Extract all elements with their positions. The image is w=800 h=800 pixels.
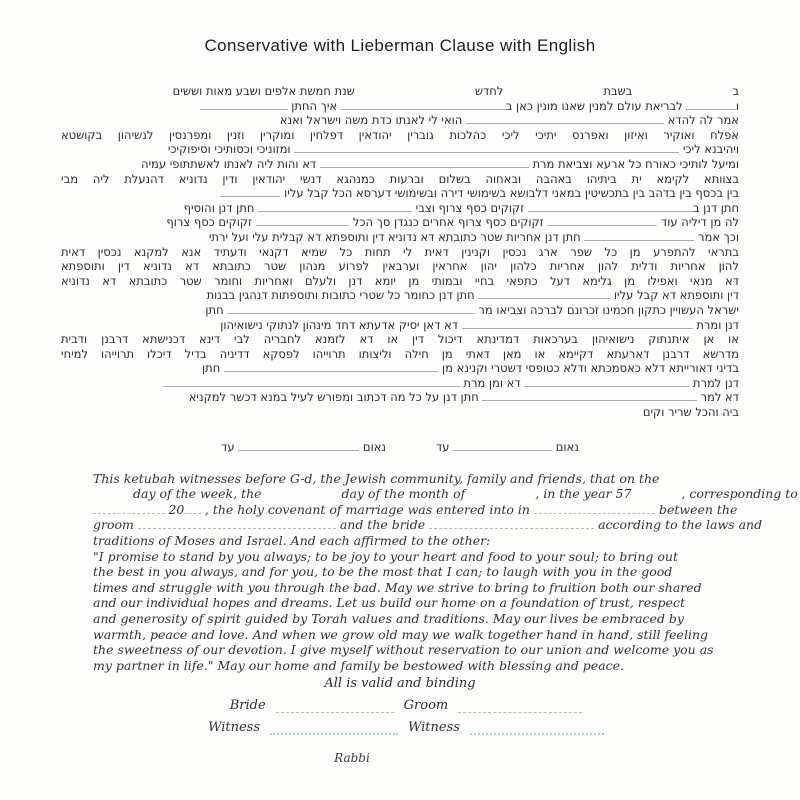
hebrew-line: דנן ומרת דא דאן יסיק אדעתא דחד מינהון לנתוקי נישואיהון xyxy=(220,317,739,332)
english-line: times and struggle with you through the bad. May we strive to bring to fruition both our shared xyxy=(93,579,702,595)
fill-in-blank xyxy=(320,157,529,168)
witness-right-label: Witness xyxy=(408,720,460,736)
english-line: the sweetness of our devotion. I give myself without reservation to our union and welcome you as xyxy=(93,642,714,658)
blank-gap xyxy=(632,94,732,95)
hebrew-line: דנן למרת דא ומן מרת xyxy=(61,376,739,391)
hebrew-line: בתראי להתפרע מן כל שפר ארג נכסין וקנינין דאית לי תחות כל שמיא דקנאי ודעתיד אנא למקנא נכסין דאית xyxy=(61,244,739,259)
bride-label: Bride xyxy=(229,698,266,714)
hebrew-line: ביה והכל שריר וקים xyxy=(642,405,739,420)
blank-gap xyxy=(386,450,436,451)
fill-in-blank xyxy=(184,503,201,514)
all-valid-binding-text: All is valid and binding xyxy=(324,676,476,692)
hebrew-line: או אן איתנתוק נישואיהון בערכאות דמדינתא דיכול דין או דא לזמנא לחבריה לבי דינא דכנישתא דרבנן ודבית xyxy=(61,332,739,347)
fill-in-blank xyxy=(524,376,689,387)
hebrew-line: ויהיבנא ליכי ומזוניכי וכסותיכי וסיפוקיכי xyxy=(167,142,739,157)
fill-in-blank xyxy=(462,318,693,329)
english-line: This ketubah witnesses before G-d, the Jewish community, family and friends, that on the xyxy=(93,470,660,486)
fill-in-blank xyxy=(528,201,693,212)
hebrew-line: ישראל העשויין כתקון חכמינו זכרונם לברכה וצביאו מר חתן xyxy=(205,302,739,317)
rabbi-label: Rabbi xyxy=(334,751,370,766)
english-line: the best in you always, and for you, to be the most that I can; to laugh with you in the good xyxy=(93,564,673,580)
hebrew-line: ומיעל לותיכי כאורח כל ארעא וצביאת מרת דא והות ליה לאנתו לאשתתופי עמיה xyxy=(140,156,739,171)
fill-in-blank xyxy=(93,503,165,514)
blank-gap xyxy=(262,497,342,498)
hebrew-line: וכך אמר חתן דנן אחריות שטר כתובתא דא נדוניא דין ותוספתא דא קבלית עלי ועל ירתי xyxy=(208,229,739,244)
bride-signature-blank xyxy=(276,701,394,713)
english-line: "I promise to stand by you always; to be joy to your heart and food to your soul; to bring out xyxy=(93,548,678,564)
fill-in-blank xyxy=(200,99,288,110)
fill-in-blank xyxy=(138,518,336,529)
fill-in-blank xyxy=(224,361,439,372)
hebrew-line: לה מן דיליה עוד זקוקים כסף צרוף אחרים כנגדן סך הכל זקוקים כסף צרוף xyxy=(166,215,739,230)
hebrew-line: בבשבתלחדששנת חמשת אלפים ושבע מאות וששים xyxy=(172,84,739,98)
fill-in-blank xyxy=(238,440,359,451)
fill-in-blank xyxy=(478,288,610,299)
hebrew-line: דין ותוספתא דא קבל עליו חתן דנן כחומר כל שטרי כתובות ותוספתות דנהגין בבנות xyxy=(206,288,739,303)
hebrew-witness-attestation-line: נאום עדנאום עד xyxy=(221,439,579,454)
blank-gap xyxy=(355,94,475,95)
fill-in-blank xyxy=(466,113,664,124)
english-line: warmth, peace and love. And when we grow old may we walk together hand in hand, still feeling xyxy=(93,626,709,642)
english-line: and generosity of spirit guided by Torah values and traditions. May our lives be embraced by xyxy=(93,611,684,626)
hebrew-line: חתן דנן ב זקוקים כסף צרוף וצבי חתן דנן והוסיף xyxy=(183,200,739,215)
fill-in-blank xyxy=(258,201,412,212)
fill-in-blank xyxy=(584,230,694,241)
english-line: 20 , the holy covenant of marriage was entered into in between the xyxy=(93,502,707,518)
fill-in-blank xyxy=(534,503,655,514)
hebrew-line: דא למר חתן דנן על כל מה דכתוב ומפורש לעיל במנא דכשר למקניא xyxy=(188,390,739,405)
hebrew-text-block xyxy=(61,84,739,420)
blank-gap xyxy=(631,497,681,498)
english-line: traditions of Moses and Israel. And each affirmed to the other: xyxy=(93,533,491,549)
hebrew-line: דא מנאי ואפילו מן גלימא דעל כתפאי בחיי ובמותי מן יומא דנן ולעלם ואחריות וחומר שטר כתובתא דא נדוניא xyxy=(61,273,739,288)
witness-left-signature-blank xyxy=(270,722,398,735)
fill-in-blank xyxy=(686,99,736,110)
blank-gap xyxy=(93,497,133,498)
witness-left-label: Witness xyxy=(208,720,260,736)
fill-in-blank xyxy=(547,215,657,226)
groom-label: Groom xyxy=(403,698,449,714)
fill-in-blank xyxy=(453,440,552,451)
hebrew-line: ו לבריאת עולם למנין שאנו מונין כאן ב איך החתן xyxy=(61,99,739,114)
english-line: and our individual hopes and dreams. Let us build our home on a foundation of trust, respect xyxy=(93,595,685,611)
witness-right-signature-blank xyxy=(470,722,604,735)
english-line: day of the week, the day of the month of , in the year 57 , corresponding to xyxy=(93,486,707,502)
fill-in-blank xyxy=(256,215,350,226)
fill-in-blank xyxy=(163,376,460,387)
hebrew-line: להון אחריות ודלית להון אחריות כלהון יהון אחראין וערבאין לפרוע מנהון שטר כתובתא דא נדוניא דין ותוספתא xyxy=(61,259,739,274)
blank-gap xyxy=(503,94,603,95)
fill-in-blank xyxy=(482,390,697,401)
blank-gap xyxy=(465,497,535,498)
hebrew-line: אפלח ואוקיר ואיזון ואפרנס יתיכי ליכי כהלכות גוברין יהודאין דפלחין ומוקרין וזנין ומפרנסין לנשיהון בקושטא xyxy=(61,127,739,142)
fill-in-blank xyxy=(341,99,506,110)
fill-in-blank xyxy=(227,303,475,314)
groom-signature-blank xyxy=(458,701,582,713)
fill-in-blank xyxy=(294,142,679,153)
fill-in-blank xyxy=(429,518,594,529)
bride-groom-signature-row xyxy=(6,698,800,713)
fill-in-blank xyxy=(220,186,281,197)
witness-signature-row xyxy=(6,720,800,735)
hebrew-line: אמר לה להדא הואי לי לאנתו כדת משה וישראל ואנא xyxy=(279,113,739,128)
hebrew-line: בדיני דאורייתא דלא כאסמכתא ודלא כטופסי דשטרי וקנינא מן חתן xyxy=(202,361,739,376)
english-line: groom and the bride according to the laws and xyxy=(93,517,763,533)
hebrew-line: מדרשא דרבנן דארעתא דקיימא או מאן דאתי מן חילה וליצותו תרוייהו לפסקא דדיניה בדיל דיכלו תרוייהו למיחי xyxy=(61,346,739,361)
hebrew-line: בצוותא לקימא ית ביתיהו באהבה ובאחוה בשלום וברעות כמנהגא דנשי יהודאין ודין נדוניא דהנעלת ליה מבי xyxy=(61,171,739,186)
english-line: my partner in life." May our home and family be bestowed with blessing and peace. xyxy=(93,657,625,673)
hebrew-line: בין בכסף בין בדהב בין בתכשיטין במאני דלבושא בשימושי דירה ובשימושי דערסא הכל קבל עליו xyxy=(61,186,739,201)
document-title: Conservative with Lieberman Clause with English xyxy=(204,36,596,55)
english-text-block xyxy=(93,470,798,674)
